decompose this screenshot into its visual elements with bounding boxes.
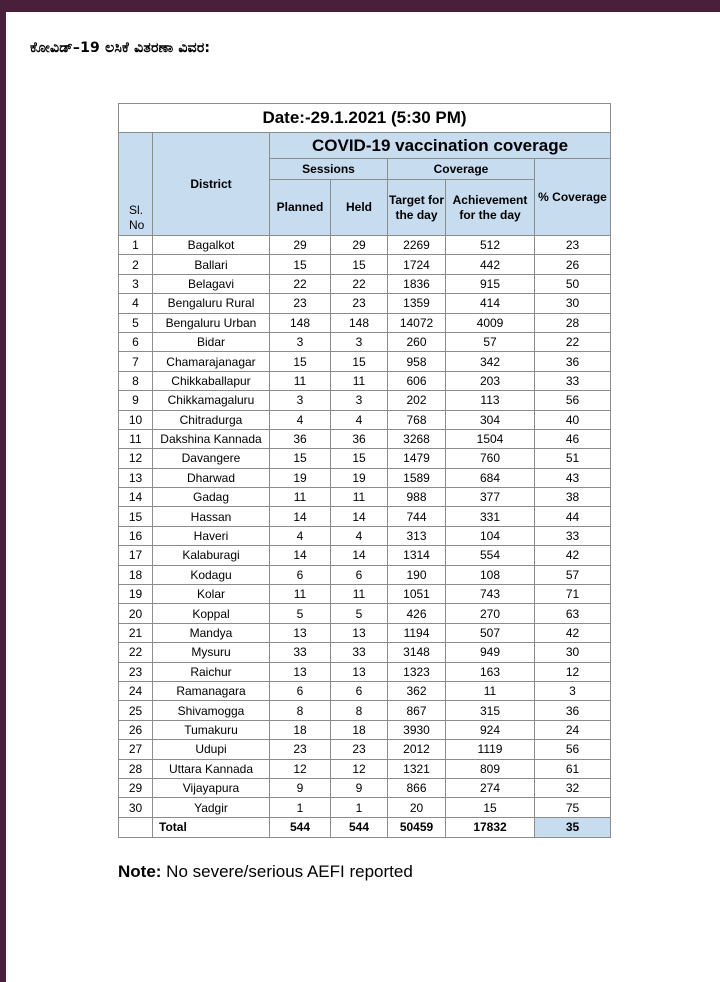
vaccination-table — [118, 103, 611, 838]
district-cell: Shivamogga — [153, 701, 270, 720]
district-cell: Bidar — [153, 332, 270, 351]
held-cell: 23 — [331, 294, 388, 313]
table-row — [119, 623, 611, 642]
achievement-cell: 11 — [446, 681, 535, 700]
sl-no-cell: 19 — [119, 585, 153, 604]
district-cell: Davangere — [153, 449, 270, 468]
target-cell: 988 — [388, 488, 446, 507]
held-cell: 33 — [331, 643, 388, 662]
pct-coverage-cell: 28 — [535, 313, 611, 332]
target-cell: 3268 — [388, 429, 446, 448]
held-cell: 3 — [331, 332, 388, 351]
sl-no-cell: 10 — [119, 410, 153, 429]
district-cell: Dharwad — [153, 468, 270, 487]
planned-cell: 148 — [270, 313, 331, 332]
held-cell: 14 — [331, 507, 388, 526]
held-cell: 19 — [331, 468, 388, 487]
table-row — [119, 681, 611, 700]
achievement-cell: 274 — [446, 778, 535, 797]
held-cell: 5 — [331, 604, 388, 623]
district-cell: Chitradurga — [153, 410, 270, 429]
pct-coverage-cell: 51 — [535, 449, 611, 468]
sl-no-cell: 6 — [119, 332, 153, 351]
total-pct-coverage: 35 — [535, 817, 611, 837]
pct-coverage-cell: 30 — [535, 294, 611, 313]
held-cell: 6 — [331, 681, 388, 700]
achievement-cell: 315 — [446, 701, 535, 720]
table-row — [119, 778, 611, 797]
sl-no-cell: 29 — [119, 778, 153, 797]
table-row — [119, 371, 611, 390]
table-row — [119, 798, 611, 817]
target-cell: 190 — [388, 565, 446, 584]
total-row — [119, 817, 611, 837]
pct-coverage-cell: 56 — [535, 740, 611, 759]
planned-cell: 4 — [270, 410, 331, 429]
table-row — [119, 488, 611, 507]
sl-no-cell: 25 — [119, 701, 153, 720]
planned-cell: 11 — [270, 488, 331, 507]
planned-cell: 4 — [270, 526, 331, 545]
pct-coverage-cell: 42 — [535, 623, 611, 642]
page-heading: ಕೋವಿಡ್‌–19 ಲಸಿಕೆ ವಿತರಣಾ ವಿವರ: — [30, 40, 211, 56]
held-cell: 6 — [331, 565, 388, 584]
achievement-cell: 113 — [446, 391, 535, 410]
planned-cell: 5 — [270, 604, 331, 623]
target-cell: 1194 — [388, 623, 446, 642]
sl-no-header — [119, 133, 153, 236]
table-row — [119, 546, 611, 565]
table-row — [119, 391, 611, 410]
district-cell: Dakshina Kannada — [153, 429, 270, 448]
table-row — [119, 701, 611, 720]
target-cell: 1323 — [388, 662, 446, 681]
planned-cell: 11 — [270, 371, 331, 390]
target-cell: 20 — [388, 798, 446, 817]
planned-cell: 6 — [270, 565, 331, 584]
district-cell: Chikkamagaluru — [153, 391, 270, 410]
sl-no-cell: 22 — [119, 643, 153, 662]
table-row — [119, 294, 611, 313]
held-cell: 8 — [331, 701, 388, 720]
planned-cell: 6 — [270, 681, 331, 700]
target-cell: 3930 — [388, 720, 446, 739]
note-label: Note: — [118, 862, 162, 881]
table-row — [119, 507, 611, 526]
planned-cell: 29 — [270, 236, 331, 255]
table-row — [119, 410, 611, 429]
total-sl-cell — [119, 817, 153, 837]
pct-coverage-cell: 50 — [535, 274, 611, 293]
planned-cell: 11 — [270, 585, 331, 604]
target-cell: 1589 — [388, 468, 446, 487]
total-target: 50459 — [388, 817, 446, 837]
sl-header-line1: Sl. — [129, 203, 144, 217]
district-cell: Bagalkot — [153, 236, 270, 255]
note — [118, 862, 413, 882]
held-cell: 12 — [331, 759, 388, 778]
achievement-cell: 949 — [446, 643, 535, 662]
table-row — [119, 449, 611, 468]
achievement-cell: 108 — [446, 565, 535, 584]
achievement-cell: 15 — [446, 798, 535, 817]
target-cell: 426 — [388, 604, 446, 623]
target-cell: 1724 — [388, 255, 446, 274]
held-cell: 22 — [331, 274, 388, 293]
sl-no-cell: 1 — [119, 236, 153, 255]
district-cell: Uttara Kannada — [153, 759, 270, 778]
total-achievement: 17832 — [446, 817, 535, 837]
achievement-cell: 743 — [446, 585, 535, 604]
achievement-cell: 104 — [446, 526, 535, 545]
district-cell: Udupi — [153, 740, 270, 759]
target-cell: 2012 — [388, 740, 446, 759]
pct-coverage-cell: 33 — [535, 371, 611, 390]
sessions-header: Sessions — [270, 159, 388, 180]
planned-cell: 15 — [270, 449, 331, 468]
pct-coverage-cell: 71 — [535, 585, 611, 604]
held-cell: 9 — [331, 778, 388, 797]
achievement-cell: 4009 — [446, 313, 535, 332]
achievement-cell: 915 — [446, 274, 535, 293]
planned-cell: 23 — [270, 740, 331, 759]
pct-coverage-cell: 30 — [535, 643, 611, 662]
planned-cell: 22 — [270, 274, 331, 293]
planned-cell: 1 — [270, 798, 331, 817]
target-header: Target for the day — [388, 180, 446, 236]
target-cell: 1479 — [388, 449, 446, 468]
table-row — [119, 759, 611, 778]
achievement-cell: 507 — [446, 623, 535, 642]
target-cell: 260 — [388, 332, 446, 351]
target-cell: 2269 — [388, 236, 446, 255]
target-cell: 1836 — [388, 274, 446, 293]
achievement-cell: 442 — [446, 255, 535, 274]
district-cell: Kalaburagi — [153, 546, 270, 565]
table-row — [119, 662, 611, 681]
target-cell: 1359 — [388, 294, 446, 313]
held-cell: 36 — [331, 429, 388, 448]
held-cell: 18 — [331, 720, 388, 739]
planned-cell: 14 — [270, 507, 331, 526]
held-cell: 15 — [331, 352, 388, 371]
achievement-cell: 554 — [446, 546, 535, 565]
pct-coverage-cell: 75 — [535, 798, 611, 817]
pct-coverage-cell: 36 — [535, 352, 611, 371]
sl-no-cell: 18 — [119, 565, 153, 584]
achievement-cell: 163 — [446, 662, 535, 681]
planned-cell: 15 — [270, 352, 331, 371]
achievement-cell: 760 — [446, 449, 535, 468]
held-cell: 14 — [331, 546, 388, 565]
sl-no-cell: 26 — [119, 720, 153, 739]
held-cell: 11 — [331, 371, 388, 390]
sl-no-cell: 17 — [119, 546, 153, 565]
sl-no-cell: 28 — [119, 759, 153, 778]
sl-no-cell: 24 — [119, 681, 153, 700]
district-cell: Gadag — [153, 488, 270, 507]
sl-no-cell: 4 — [119, 294, 153, 313]
achievement-cell: 924 — [446, 720, 535, 739]
target-cell: 202 — [388, 391, 446, 410]
district-cell: Kolar — [153, 585, 270, 604]
target-cell: 768 — [388, 410, 446, 429]
coverage-header: Coverage — [388, 159, 535, 180]
sl-no-cell: 30 — [119, 798, 153, 817]
pct-coverage-cell: 32 — [535, 778, 611, 797]
planned-cell: 3 — [270, 332, 331, 351]
planned-cell: 19 — [270, 468, 331, 487]
sl-no-cell: 16 — [119, 526, 153, 545]
table-body — [119, 236, 611, 818]
achievement-cell: 377 — [446, 488, 535, 507]
sl-no-cell: 7 — [119, 352, 153, 371]
table-title: COVID-19 vaccination coverage — [270, 133, 611, 159]
pct-coverage-header: % Coverage — [535, 159, 611, 236]
table-row — [119, 468, 611, 487]
table-row — [119, 604, 611, 623]
district-cell: Bengaluru Rural — [153, 294, 270, 313]
planned-cell: 12 — [270, 759, 331, 778]
planned-cell: 8 — [270, 701, 331, 720]
held-header: Held — [331, 180, 388, 236]
district-cell: Chamarajanagar — [153, 352, 270, 371]
table-row — [119, 429, 611, 448]
target-cell: 362 — [388, 681, 446, 700]
pct-coverage-cell: 23 — [535, 236, 611, 255]
sl-no-cell: 9 — [119, 391, 153, 410]
held-cell: 13 — [331, 662, 388, 681]
held-cell: 15 — [331, 449, 388, 468]
table-row — [119, 313, 611, 332]
achievement-cell: 270 — [446, 604, 535, 623]
held-cell: 4 — [331, 410, 388, 429]
sl-header-line2: No — [129, 218, 145, 232]
target-cell: 606 — [388, 371, 446, 390]
pct-coverage-cell: 12 — [535, 662, 611, 681]
planned-cell: 13 — [270, 623, 331, 642]
sl-no-cell: 11 — [119, 429, 153, 448]
pct-coverage-cell: 42 — [535, 546, 611, 565]
held-cell: 15 — [331, 255, 388, 274]
page-frame-top — [0, 0, 720, 12]
pct-coverage-cell: 57 — [535, 565, 611, 584]
pct-coverage-cell: 36 — [535, 701, 611, 720]
report-date: Date:-29.1.2021 (5:30 PM) — [119, 104, 611, 133]
target-cell: 866 — [388, 778, 446, 797]
sl-no-cell: 3 — [119, 274, 153, 293]
achievement-cell: 57 — [446, 332, 535, 351]
table-row — [119, 332, 611, 351]
target-cell: 1314 — [388, 546, 446, 565]
pct-coverage-cell: 44 — [535, 507, 611, 526]
planned-header: Planned — [270, 180, 331, 236]
table-row — [119, 526, 611, 545]
held-cell: 3 — [331, 391, 388, 410]
target-cell: 744 — [388, 507, 446, 526]
table-row — [119, 255, 611, 274]
district-cell: Tumakuru — [153, 720, 270, 739]
achievement-cell: 684 — [446, 468, 535, 487]
district-cell: Ramanagara — [153, 681, 270, 700]
target-cell: 958 — [388, 352, 446, 371]
district-cell: Mysuru — [153, 643, 270, 662]
district-cell: Mandya — [153, 623, 270, 642]
target-cell: 14072 — [388, 313, 446, 332]
pct-coverage-cell: 40 — [535, 410, 611, 429]
achievement-cell: 304 — [446, 410, 535, 429]
district-cell: Raichur — [153, 662, 270, 681]
achievement-cell: 809 — [446, 759, 535, 778]
district-cell: Kodagu — [153, 565, 270, 584]
held-cell: 23 — [331, 740, 388, 759]
note-text: No severe/serious AEFI reported — [161, 862, 413, 881]
planned-cell: 3 — [270, 391, 331, 410]
table-row — [119, 274, 611, 293]
held-cell: 148 — [331, 313, 388, 332]
planned-cell: 33 — [270, 643, 331, 662]
target-cell: 313 — [388, 526, 446, 545]
total-label: Total — [153, 817, 270, 837]
district-cell: Bengaluru Urban — [153, 313, 270, 332]
pct-coverage-cell: 43 — [535, 468, 611, 487]
held-cell: 4 — [331, 526, 388, 545]
pct-coverage-cell: 61 — [535, 759, 611, 778]
table-row — [119, 643, 611, 662]
target-cell: 1321 — [388, 759, 446, 778]
sl-no-cell: 13 — [119, 468, 153, 487]
sl-no-cell: 5 — [119, 313, 153, 332]
district-cell: Yadgir — [153, 798, 270, 817]
district-header: District — [153, 133, 270, 236]
target-cell: 3148 — [388, 643, 446, 662]
pct-coverage-cell: 26 — [535, 255, 611, 274]
pct-coverage-cell: 38 — [535, 488, 611, 507]
district-cell: Hassan — [153, 507, 270, 526]
sl-no-cell: 2 — [119, 255, 153, 274]
sl-no-cell: 21 — [119, 623, 153, 642]
table-row — [119, 352, 611, 371]
sl-no-cell: 12 — [119, 449, 153, 468]
table-row — [119, 740, 611, 759]
sl-no-cell: 15 — [119, 507, 153, 526]
pct-coverage-cell: 56 — [535, 391, 611, 410]
achievement-cell: 414 — [446, 294, 535, 313]
total-planned: 544 — [270, 817, 331, 837]
pct-coverage-cell: 46 — [535, 429, 611, 448]
table-row — [119, 565, 611, 584]
achievement-cell: 1119 — [446, 740, 535, 759]
total-held: 544 — [331, 817, 388, 837]
sl-no-cell: 14 — [119, 488, 153, 507]
planned-cell: 23 — [270, 294, 331, 313]
target-cell: 1051 — [388, 585, 446, 604]
table-row — [119, 236, 611, 255]
pct-coverage-cell: 33 — [535, 526, 611, 545]
table-row — [119, 585, 611, 604]
achievement-cell: 203 — [446, 371, 535, 390]
planned-cell: 14 — [270, 546, 331, 565]
planned-cell: 15 — [270, 255, 331, 274]
achievement-cell: 342 — [446, 352, 535, 371]
held-cell: 29 — [331, 236, 388, 255]
planned-cell: 18 — [270, 720, 331, 739]
pct-coverage-cell: 22 — [535, 332, 611, 351]
sl-no-cell: 20 — [119, 604, 153, 623]
table-row — [119, 720, 611, 739]
held-cell: 1 — [331, 798, 388, 817]
district-cell: Haveri — [153, 526, 270, 545]
achievement-cell: 512 — [446, 236, 535, 255]
district-cell: Chikkaballapur — [153, 371, 270, 390]
planned-cell: 9 — [270, 778, 331, 797]
pct-coverage-cell: 63 — [535, 604, 611, 623]
planned-cell: 13 — [270, 662, 331, 681]
achievement-header: Achievement for the day — [446, 180, 535, 236]
pct-coverage-cell: 3 — [535, 681, 611, 700]
pct-coverage-cell: 24 — [535, 720, 611, 739]
held-cell: 13 — [331, 623, 388, 642]
district-cell: Koppal — [153, 604, 270, 623]
district-cell: Belagavi — [153, 274, 270, 293]
district-cell: Vijayapura — [153, 778, 270, 797]
district-cell: Ballari — [153, 255, 270, 274]
sl-no-cell: 23 — [119, 662, 153, 681]
held-cell: 11 — [331, 488, 388, 507]
achievement-cell: 331 — [446, 507, 535, 526]
target-cell: 867 — [388, 701, 446, 720]
sl-no-cell: 27 — [119, 740, 153, 759]
page-frame-left — [0, 0, 6, 982]
achievement-cell: 1504 — [446, 429, 535, 448]
held-cell: 11 — [331, 585, 388, 604]
sl-no-cell: 8 — [119, 371, 153, 390]
planned-cell: 36 — [270, 429, 331, 448]
